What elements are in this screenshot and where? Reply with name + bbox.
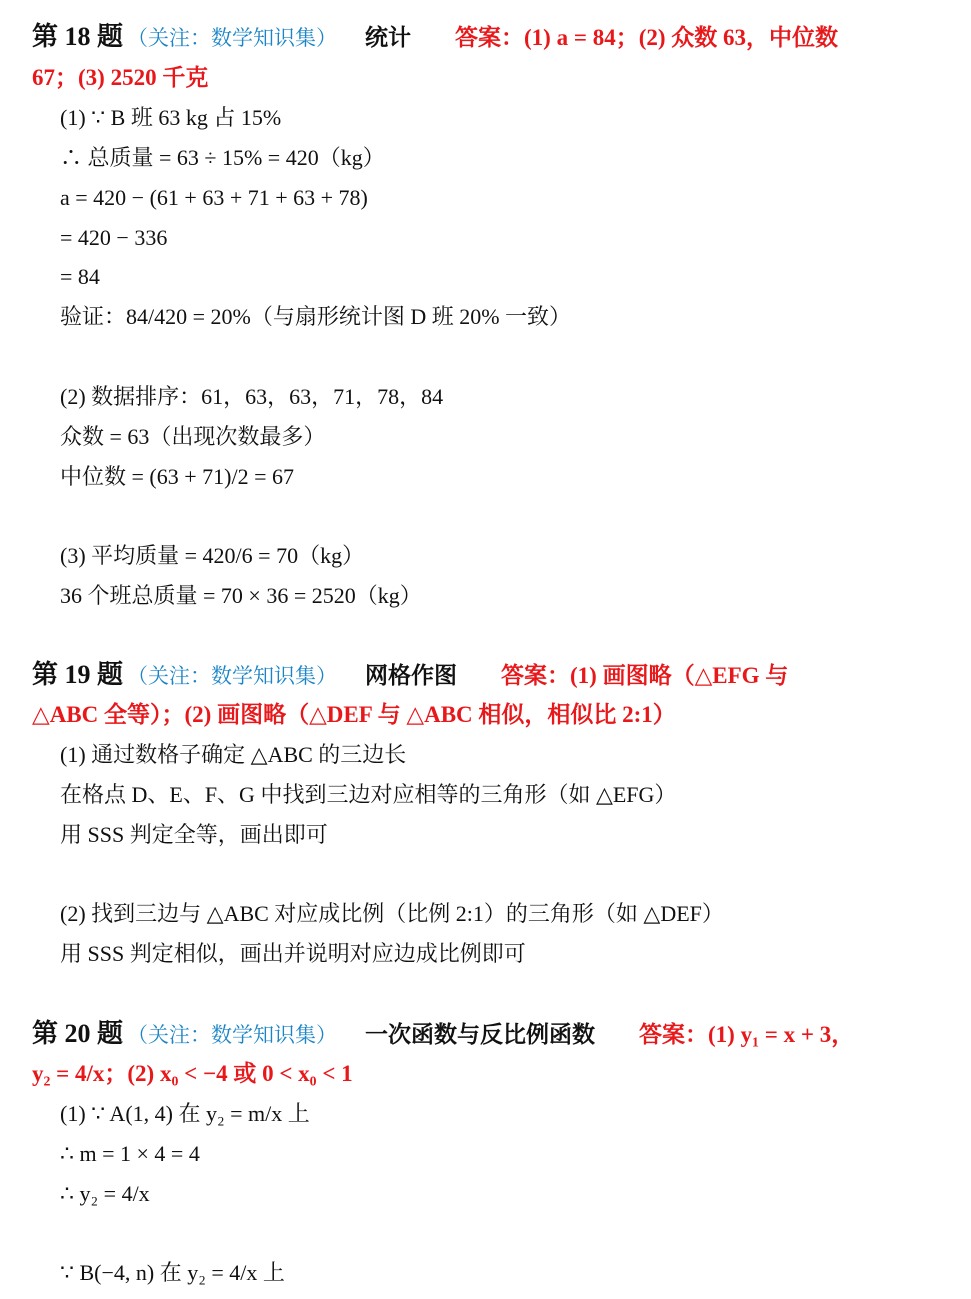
q18-line-9: 中位数 = (63 + 71)/2 = 67 xyxy=(60,464,294,489)
q18-line-4: = 420 − 336 xyxy=(60,225,168,250)
q19-label: 第 19 题 xyxy=(32,660,124,689)
q18-answer: 答案：(1) a = 84；(2) 众数 63，中位数 xyxy=(455,25,839,50)
q18-line-2: ∴ 总质量 = 63 ÷ 15% = 420（kg） xyxy=(60,145,385,170)
q20-line-1: (1) ∵ A(1, 4) 在 y₂ = m/x 上 xyxy=(60,1101,310,1126)
q18-topic: 统计 xyxy=(365,25,412,50)
q19-answer-continued: △ABC 全等）；(2) 画图略（△DEF 与 △ABC 相似，相似比 2:1） xyxy=(32,702,676,727)
q18-label: 第 18 题 xyxy=(32,22,124,51)
q18-line-7: (2) 数据排序：61，63，63，71，78，84 xyxy=(60,384,444,409)
q18-line-3: a = 420 − (61 + 63 + 71 + 63 + 78) xyxy=(60,185,368,210)
q20-label: 第 20 题 xyxy=(32,1019,124,1048)
q20-line-4: ∵ B(−4, n) 在 y₂ = 4/x 上 xyxy=(60,1260,285,1285)
q19-line-1: (1) 通过数格子确定 △ABC 的三边长 xyxy=(60,742,407,767)
q18-answer-continued: 67；(3) 2520 千克 xyxy=(32,65,209,90)
q19-answer: 答案：(1) 画图略（△EFG 与 xyxy=(501,663,789,688)
q19-note: （关注：数学知识集） xyxy=(127,664,338,688)
q20-heading xyxy=(32,1014,854,1055)
q19-line-4: (2) 找到三边与 △ABC 对应成比例（比例 2:1）的三角形（如 △DEF） xyxy=(60,901,724,926)
q18-heading xyxy=(32,17,838,58)
q20-line-2: ∴ m = 1 × 4 = 4 xyxy=(60,1141,200,1166)
q18-line-10: (3) 平均质量 = 420/6 = 70（kg） xyxy=(60,543,365,568)
q19-topic: 网格作图 xyxy=(365,663,458,688)
q20-line-3: ∴ y₂ = 4/x xyxy=(60,1181,150,1206)
q19-line-2: 在格点 D、E、F、G 中找到三边对应相等的三角形（如 △EFG） xyxy=(60,782,677,807)
q19-line-5: 用 SSS 判定相似，画出并说明对应边成比例即可 xyxy=(60,941,526,966)
q19-line-3: 用 SSS 判定全等，画出即可 xyxy=(60,822,328,847)
q19-heading xyxy=(32,655,788,696)
q18-note: （关注：数学知识集） xyxy=(127,26,338,50)
q20-note: （关注：数学知识集） xyxy=(127,1023,338,1047)
q20-answer-continued: y₂ = 4/x；(2) x₀ < −4 或 0 < x₀ < 1 xyxy=(32,1061,353,1086)
q18-line-5: = 84 xyxy=(60,264,100,289)
q18-line-1: (1) ∵ B 班 63 kg 占 15% xyxy=(60,105,282,130)
q20-answer: 答案：(1) y₁ = x + 3， xyxy=(639,1022,855,1047)
q20-topic: 一次函数与反比例函数 xyxy=(365,1022,596,1047)
q18-line-8: 众数 = 63（出现次数最多） xyxy=(60,424,326,449)
q18-line-6: 验证：84/420 = 20%（与扇形统计图 D 班 20% 一致） xyxy=(60,304,572,329)
q18-line-11: 36 个班总质量 = 70 × 36 = 2520（kg） xyxy=(60,583,422,608)
